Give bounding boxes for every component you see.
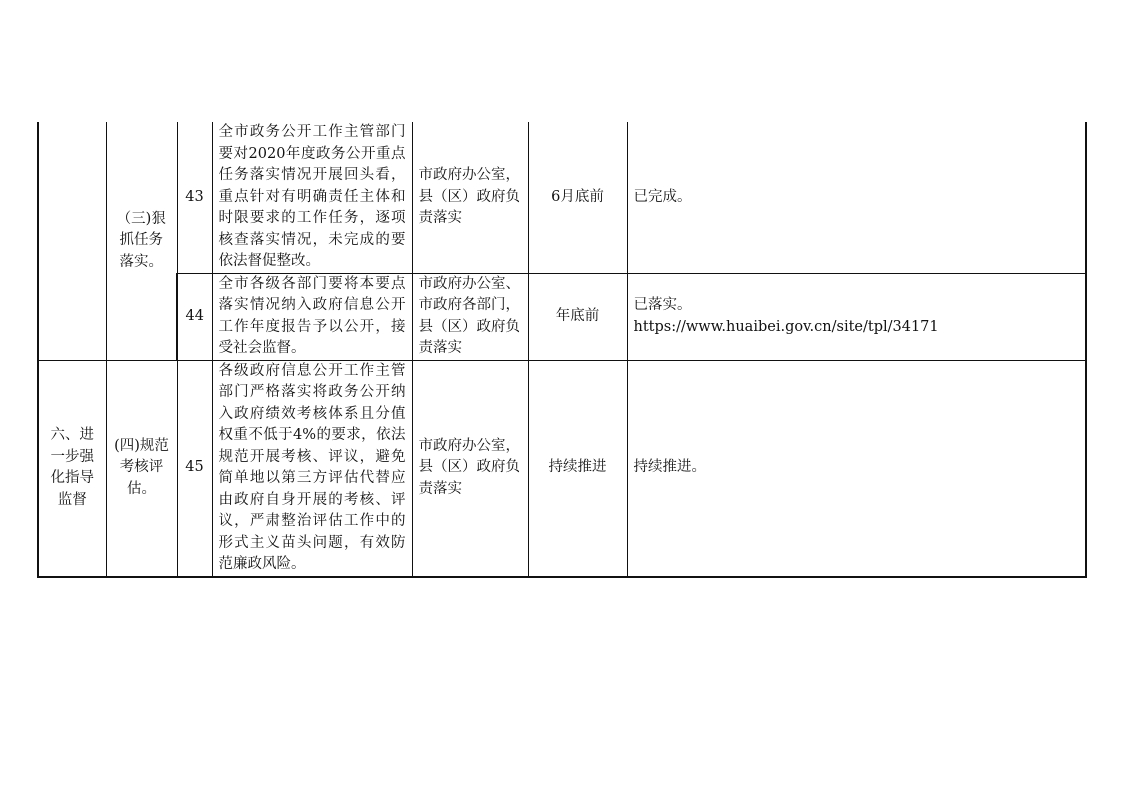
task-description: 全市各级各部门要将本要点落实情况纳入政府信息公开工作年度报告予以公开，接受社会监督。 [212, 273, 412, 360]
item-number: 45 [177, 360, 212, 577]
item-number: 44 [177, 273, 212, 360]
table-row [38, 273, 1086, 360]
deadline: 持续推进 [528, 360, 627, 577]
status-text: 已落实。 [633, 297, 692, 313]
responsible-unit: 市政府办公室，县（区）政府负责落实 [412, 360, 528, 577]
responsible-unit: 市政府办公室，县（区）政府负责落实 [412, 122, 528, 273]
status-cell [627, 122, 1086, 273]
task-description: 各级政府信息公开工作主管部门严格落实将政务公开纳入政府绩效考核体系且分值权重不低于4%的要求，依法规范开展考核、评议，避免简单地以第三方评估代替应由政府自身开展的考核、评议，严肃整治评估工作中的形式主义苗头问题，有效防范廉政风险。 [212, 360, 412, 577]
deadline: 年底前 [528, 273, 627, 360]
status-link[interactable]: https://www.huaibei.gov.cn/site/tpl/34171 [633, 318, 939, 335]
table-row [38, 360, 1086, 577]
subcategory-cell: (四)规范考核评估。 [106, 360, 177, 577]
status-text: 持续推进。 [633, 459, 706, 476]
responsible-unit: 市政府办公室、市政府各部门，县（区）政府负责落实 [412, 273, 528, 360]
category-cell [38, 122, 106, 360]
table-row [38, 122, 1086, 273]
status-cell [627, 360, 1086, 577]
item-number: 43 [177, 122, 212, 273]
status-cell [627, 273, 1086, 360]
status-text: 已完成。 [633, 188, 692, 205]
task-description: 全市政务公开工作主管部门要对2020年度政务公开重点任务落实情况开展回头看，重点针对有明确责任主体和时限要求的工作任务，逐项核查落实情况，未完成的要依法督促整改。 [212, 122, 412, 273]
subcategory-cell: （三)狠抓任务落实。 [106, 122, 177, 360]
deadline: 6月底前 [528, 122, 627, 273]
task-table [37, 122, 1087, 578]
category-cell: 六、进一步强化指导监督 [38, 360, 106, 577]
